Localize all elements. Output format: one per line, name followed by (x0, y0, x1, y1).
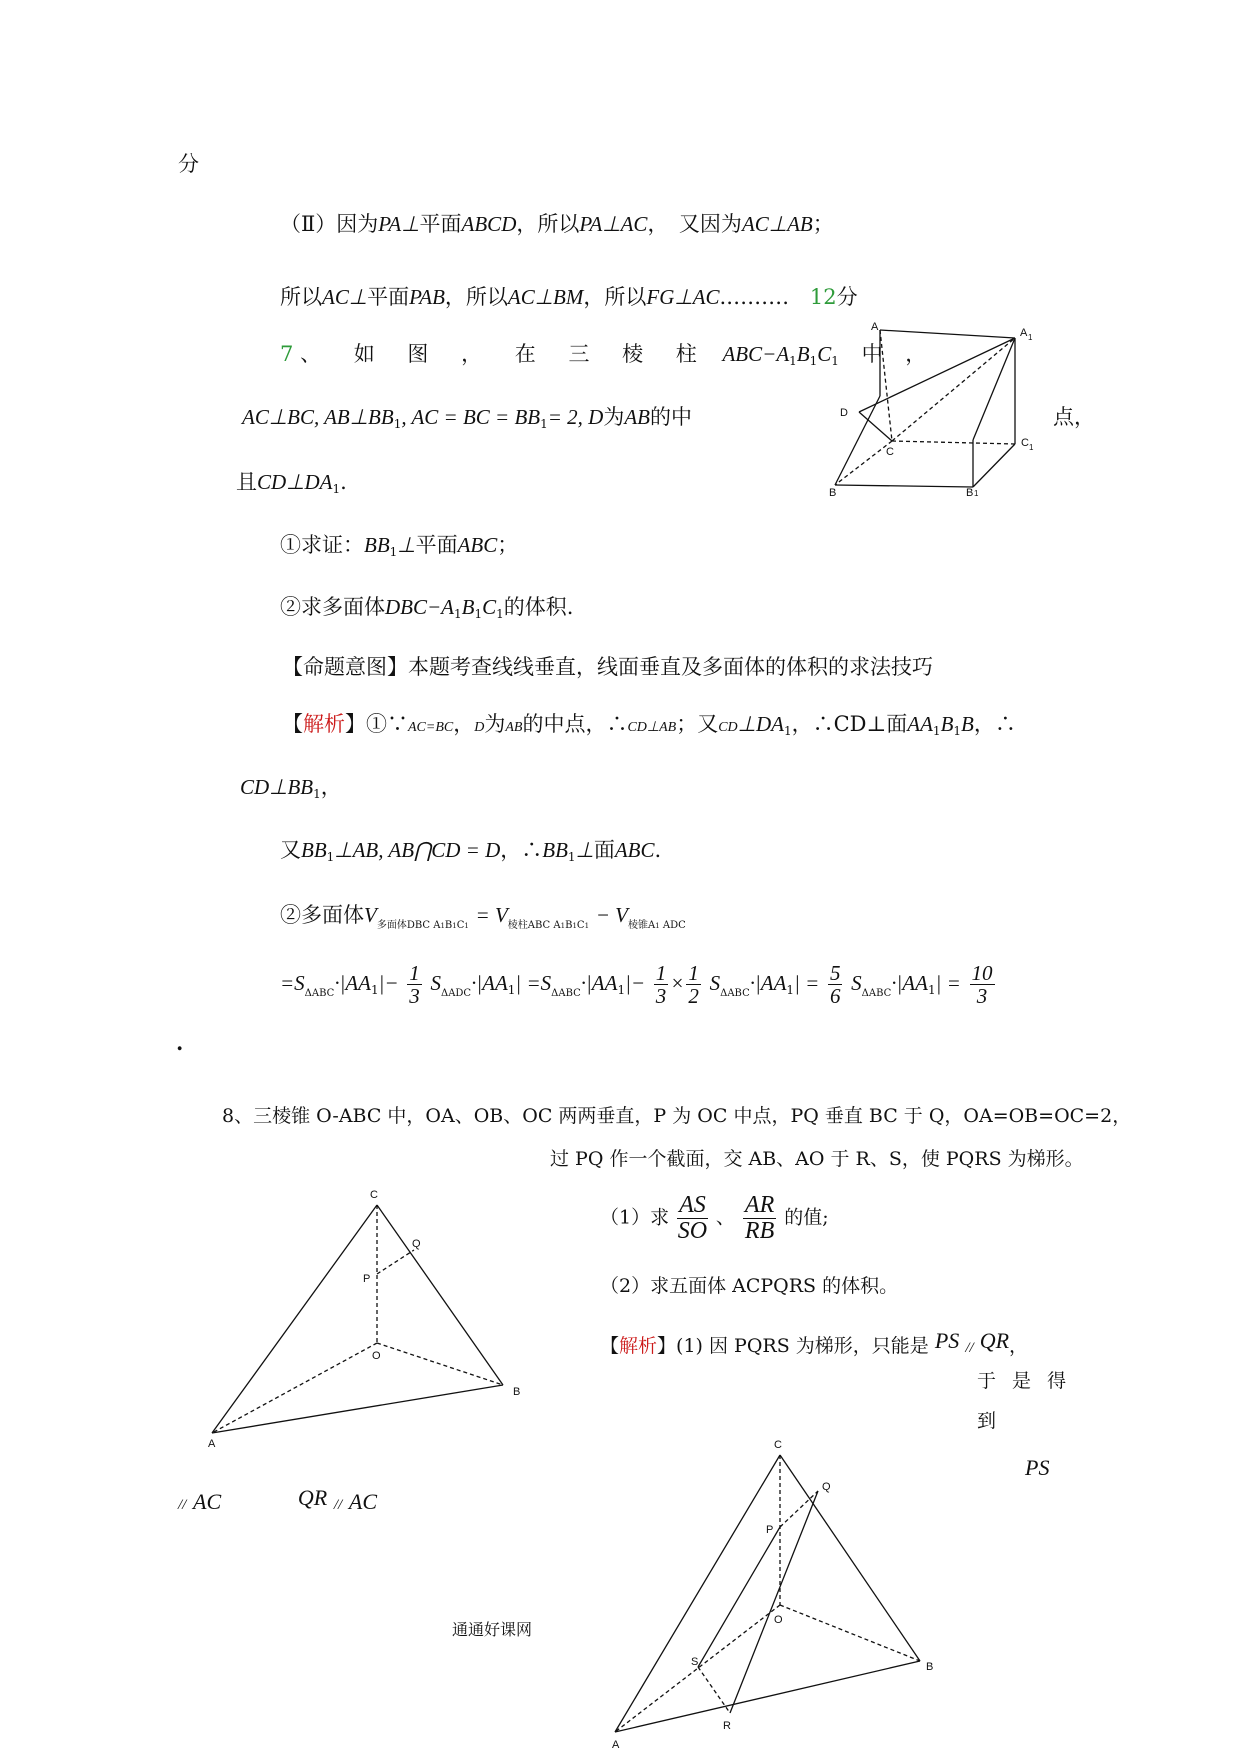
fraction-as-so: $\frac{AS}{SO}$ (677, 1192, 708, 1245)
fig2-label-b: B (926, 1661, 934, 1673)
q7-intent: 【命题意图】本题考查线线垂直，线面垂直及多面体的体积的求法技巧 (282, 655, 933, 679)
fig2-label-a: A (612, 1739, 620, 1751)
fraction-one-third: $\frac{1}{3}$ (409, 961, 420, 1009)
proof-line-conclusion: 所以AC⊥平面PAB，所以AC⊥BM，所以FG⊥AC.……… 12分 (280, 285, 858, 309)
fraction-one-third-b: $\frac{1}{3}$ (655, 961, 667, 1009)
q7-end-dot: . (176, 1030, 184, 1055)
q8-ps-right: PS (1025, 1455, 1050, 1480)
fig2-label-q: Q (822, 1481, 831, 1493)
fig2-label-c: C (774, 1439, 782, 1451)
fig2-label-r: R (723, 1720, 731, 1732)
q8-parallel-line: // AC QR // AC (178, 1485, 378, 1514)
q7-item1: ①求证：$BB_1\perp$平面ABC； (280, 533, 519, 559)
q8-line1: 8、三棱锥 O-ABC 中，OA、OB、OC 两两垂直，P 为 OC 中点，PQ 垂直 BC 于 Q，OA=OB=OC=2， (222, 1105, 1132, 1127)
fig1-label-b: B (513, 1386, 521, 1398)
fen-label: 分 (178, 152, 199, 176)
footer-site-name: 通通好课网 (452, 1620, 533, 1639)
fraction-ten-thirds: $\frac{10}{3}$ (971, 961, 993, 1009)
fig2-label-o: O (774, 1614, 783, 1626)
fraction-five-sixths: $\frac{5}{6}$ (829, 961, 841, 1009)
label-c1: C (1021, 437, 1029, 449)
fig1-label-o: O (372, 1350, 381, 1362)
q8-part2: （2）求五面体 ACPQRS 的体积。 (600, 1275, 899, 1297)
label-a: A (871, 321, 879, 333)
fraction-one-half: $\frac{1}{2}$ (688, 961, 699, 1009)
q8-analysis: 【解析】(1) 因 PQRS 为梯形，只能是 PS // QR， (600, 1328, 1029, 1357)
label-b1-sub: 1 (974, 489, 979, 496)
q7-analysis-line1: 【解析】①∵AC=BC，D为AB的中点，∴CD⊥AB；又$CD\perp DA_1$，∴CD⊥面$AA_1B_1B$，∴ (282, 712, 1016, 738)
q7-volume-line: ②多面体$V_{多面体DBC A1B1C1} = V_{棱柱ABC A1B1C1} - V_{棱锥A1}$ $_{ADC}$ (280, 903, 686, 931)
q7-volume-equation: $=S_{\Delta ABC}\cdot|AA_1|-$ $\frac{1}{3}$ $S_{\Delta ADC}\cdot|AA_1| =S_{\Delta ABC}\cdot|AA_1|-$ $\frac{1}{3}$ × $\frac{1}{2}$ $S_{\Delta ABC}\cdot|AA_1|$ = $\frac{5}{6}$ $S_{\Delta ABC}\cdot|AA_1|$ = $\frac{10}{3}$ (280, 961, 993, 1009)
fraction-ar-rb: $\frac{AR}{RB}$ (744, 1192, 775, 1245)
q7-intro: 7 、 如 图 ， 在 三 棱 柱 $ABC-A_1B_1C_1$ 中 ， (280, 342, 935, 368)
q8-yushide: 于 是 得 (977, 1370, 1072, 1392)
label-a1-sub: 1 (1028, 333, 1033, 342)
q7-condition-cd: 且$CD\perp DA_1$. (236, 470, 347, 496)
q8-line2: 过 PQ 作一个截面，交 AB、AO 于 R、S，使 PQRS 为梯形。 (550, 1148, 1084, 1170)
fig1-label-q: Q (412, 1238, 421, 1250)
proof-line-ii: （Ⅱ）因为PA⊥平面ABCD，所以PA⊥AC， 又因为AC⊥AB； (280, 212, 834, 236)
fig1-label-c: C (370, 1189, 378, 1201)
prism-figure (825, 318, 1050, 496)
tetrahedron-figure-1 (200, 1185, 540, 1460)
label-a1: A (1020, 327, 1028, 339)
tetrahedron-figure-2 (600, 1435, 970, 1754)
fig1-label-p: P (363, 1273, 371, 1285)
q7-dian: 点， (1053, 405, 1095, 429)
fig2-label-s: S (691, 1656, 699, 1668)
label-b: B (829, 487, 837, 496)
q8-dao: 到 (977, 1410, 997, 1432)
q7-item2: ②求多面体$DBC-A_1B_1C_1$的体积. (280, 595, 574, 621)
fig2-label-p: P (766, 1524, 774, 1536)
label-b1: B (966, 487, 974, 496)
label-d: D (840, 407, 848, 419)
label-c: C (886, 446, 894, 458)
q7-analysis-line3: 又$BB_1\perp AB$, AB⋂CD = D，$\therefore BB_1\perp$面ABC. (280, 838, 662, 864)
q8-part1: （1）求 $\frac{AS}{SO}$ 、 $\frac{AR}{RB}$ 的值; (600, 1192, 829, 1245)
q7-conditions: AC⊥BC, $AB\perp BB_1$, AC = BC = $BB_1= 2$, D为AB的中 (242, 405, 693, 431)
label-c1-sub: 1 (1029, 443, 1034, 452)
q7-analysis-line2: $CD\perp BB_1$， (240, 775, 342, 801)
fig1-label-a: A (208, 1438, 216, 1450)
